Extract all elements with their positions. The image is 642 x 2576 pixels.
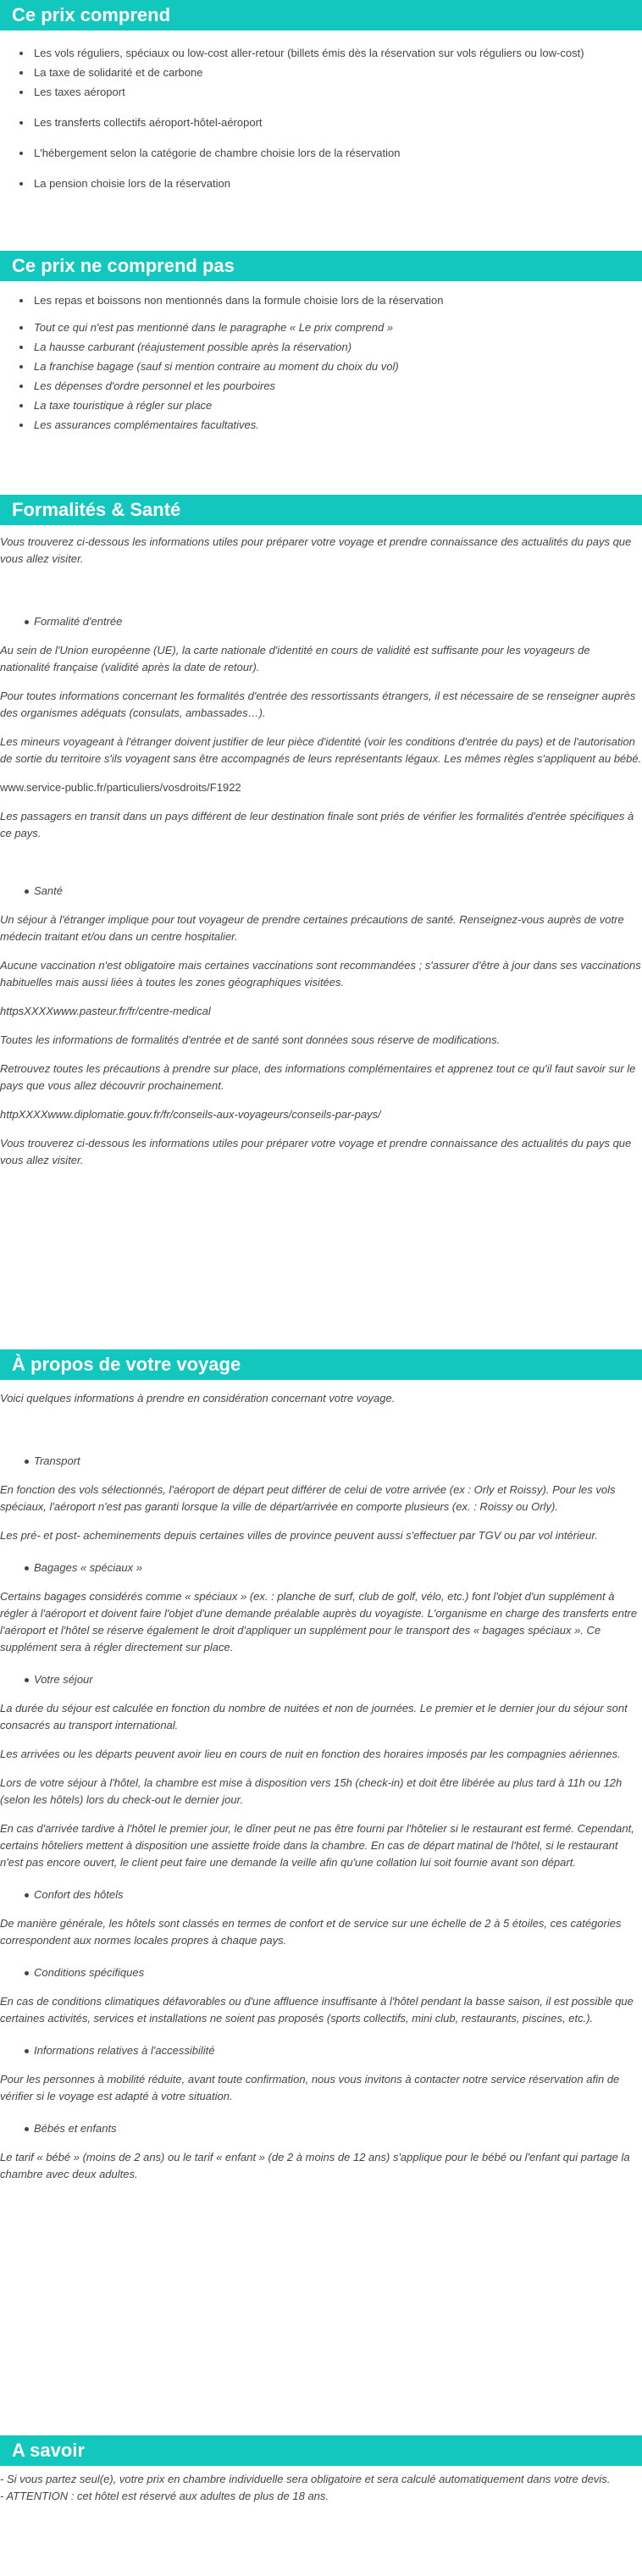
about-section	[0, 1349, 642, 2435]
paragraph: Aucune vaccination n'est obligatoire mais certaines vaccinations sont recommandées ; s'assurer d'être à jour dans ses vaccinations habituelles mais aussi liées à toutes les zones géographiques visitées.	[0, 959, 641, 989]
paragraph: Vous trouverez ci-dessous les informations utiles pour préparer votre voyage et prendre connaissance des actualités du pays que vous allez visiter.	[0, 1137, 632, 1166]
paragraph: Toutes les informations de formalités d'entrée et de santé sont données sous réserve de modifications.	[0, 1033, 501, 1046]
list-item: • Les vols réguliers, spéciaux ou low-cost aller-retour (billets émis dès la réservation sur vols réguliers ou low-cost)	[32, 46, 642, 61]
paragraph: La durée du séjour est calculée en fonction du nombre de nuitées et non de journées. Le premier et le dernier jour du séjour sont consacrés au transport international.	[0, 1702, 628, 1731]
bullet-icon	[25, 1971, 29, 1975]
bullet-icon	[25, 1678, 29, 1682]
formalities-intro: Vous trouverez ci-dessous les informations utiles pour préparer votre voyage et prendre connaissance des actualités du pays que vous allez visiter.	[0, 535, 632, 565]
list-item: • L'hébergement selon la catégorie de chambre choisie lors de la réservation	[32, 146, 642, 161]
know-title: A savoir	[0, 2435, 642, 2466]
conditions-heading: Conditions spécifiques	[0, 1964, 642, 1981]
bullet-icon	[25, 1460, 29, 1464]
bullet-icon	[25, 889, 29, 894]
paragraph: Au sein de l'Union européenne (UE), la carte nationale d'identité en cours de validité est suffisante pour les voyageurs de nationalité française (validité après la date de retour).	[0, 644, 590, 673]
link-service-public[interactable]: www.service-public.fr/particuliers/vosdroits/F1922	[0, 781, 241, 794]
bullet-icon	[25, 2049, 29, 2053]
about-intro: Voici quelques informations à prendre en considération concernant votre voyage.	[0, 1392, 396, 1404]
comfort-heading: Confort des hôtels	[0, 1886, 642, 1903]
paragraph: Les pré- et post- acheminements depuis certaines villes de province peuvent aussi s'effectuer par TGV ou par vol intérieur.	[0, 1529, 598, 1542]
health-heading: Santé	[0, 883, 642, 900]
includes-list	[0, 46, 642, 191]
babies-heading: Bébés et enfants	[0, 2120, 642, 2137]
know-line: - ATTENTION : cet hôtel est réservé aux adultes de plus de 18 ans.	[0, 2490, 329, 2502]
about-title: À propos de votre voyage	[0, 1349, 642, 1380]
paragraph: De manière générale, les hôtels sont classés en termes de confort et de service sur une échelle de 2 à 5 étoiles, ces catégories correspondent aux normes locales propres à chaque pays.	[0, 1917, 622, 1947]
bullet-icon	[25, 1566, 29, 1571]
bullet-icon	[25, 2127, 29, 2131]
excludes-list	[0, 293, 642, 433]
list-item: • La taxe touristique à régler sur place	[32, 398, 642, 413]
paragraph: Les mineurs voyageant à l'étranger doivent justifier de leur pièce d'identité (voir les conditions d'entrée du pays) et de l'autorisation de sortie du territoire s'ils voyagent sans être accompagnés de leurs représentants légaux. Les mêmes règles s'appliquent au bébé.	[0, 735, 642, 765]
bullet-icon	[25, 1893, 29, 1897]
paragraph: Pour les personnes à mobilité réduite, avant toute confirmation, nous vous invitons à contacter notre service réservation afin de vérifier si le voyage est adapté à votre situation.	[0, 2073, 620, 2102]
list-item: • Tout ce qui n'est pas mentionné dans le paragraphe « Le prix comprend »	[32, 320, 642, 335]
accessibility-heading: Informations relatives à l'accessibilité	[0, 2042, 642, 2059]
paragraph: Certains bagages considérés comme « spéciaux » (ex. : planche de surf, club de golf, vélo, etc.) font l'objet d'un supplément à régler à l'aéroport et doivent faire l'objet d'une demande préalable auprès du voyagiste. L'organisme en charge des transferts entre l'aéroport et l'hôtel se réserve également le droit d'appliquer un supplément pour le transport des « bagages spéciaux ». Ce supplément sera à régler directement sur place.	[0, 1590, 638, 1654]
bullet-icon	[25, 620, 29, 624]
bags-heading: Bagages « spéciaux »	[0, 1559, 642, 1576]
paragraph: En cas d'arrivée tardive à l'hôtel le premier jour, le dîner peut ne pas être fourni par l'hôtelier si le restaurant est fermé. Cependant, certains hôteliers mettent à disposition une assiette froide dans la chambre. En cas de départ matinal de l'hôtel, si le restaurant n'est pas encore ouvert, le client peut faire une demande la veille afin qu'une collation lui soit fournie avant son départ.	[0, 1822, 634, 1869]
entry-heading: Formalité d'entrée	[0, 613, 642, 630]
includes-title: Ce prix comprend	[0, 0, 642, 30]
paragraph: Lors de votre séjour à l'hôtel, la chambre est mise à disposition vers 15h (check-in) et doit être libérée au plus tard à 11h ou 12h (selon les hôtels) lors du check-out le dernier jour.	[0, 1776, 623, 1806]
excludes-section	[0, 251, 642, 495]
paragraph: Les passagers en transit dans un pays différent de leur destination finale sont priés de vérifier les formalités d'entrée spécifiques à ce pays.	[0, 810, 634, 839]
list-item: • Les repas et boissons non mentionnés dans la formule choisie lors de la réservation	[32, 293, 642, 308]
list-item: • La hausse carburant (réajustement possible après la réservation)	[32, 340, 642, 355]
includes-section	[0, 0, 642, 251]
formalities-title: Formalités & Santé	[0, 495, 642, 525]
list-item: • Les assurances complémentaires facultatives.	[32, 418, 642, 433]
transport-heading: Transport	[0, 1453, 642, 1470]
know-line: - Si vous partez seul(e), votre prix en chambre individuelle sera obligatoire et sera calculé automatiquement dans votre devis.	[0, 2473, 611, 2485]
paragraph: Un séjour à l'étranger implique pour tout voyageur de prendre certaines précautions de santé. Renseignez-vous auprès de votre médecin traitant et/ou dans un centre hospitalier.	[0, 913, 624, 943]
stay-heading: Votre séjour	[0, 1671, 642, 1688]
paragraph: Le tarif « bébé » (moins de 2 ans) ou le tarif « enfant » (de 2 à moins de 12 ans) s'applique pour le bébé ou l'enfant qui partage la chambre avec deux adultes.	[0, 2151, 630, 2180]
paragraph: Retrouvez toutes les précautions à prendre sur place, des informations complémentaires et apprenez tout ce qu'il faut savoir sur le pays que vous allez découvrir prochainement.	[0, 1062, 636, 1092]
link-pasteur[interactable]: httpsXXXXwww.pasteur.fr/fr/centre-medical	[0, 1005, 211, 1017]
link-diplomatie[interactable]: httpXXXXwww.diplomatie.gouv.fr/fr/conseils-aux-voyageurs/conseils-par-pays/	[0, 1108, 381, 1121]
paragraph: En cas de conditions climatiques défavorables ou d'une affluence insuffisante à l'hôtel pendant la basse saison, il est possible que certaines activités, services et installations ne soient pas proposés (sports collectifs, mini club, restaurants, piscines, etc.).	[0, 1995, 634, 2025]
list-item: • Les dépenses d'ordre personnel et les pourboires	[32, 379, 642, 394]
excludes-title: Ce prix ne comprend pas	[0, 251, 642, 281]
list-item: • Les taxes aéroport	[32, 85, 642, 100]
paragraph: Les arrivées ou les départs peuvent avoir lieu en cours de nuit en fonction des horaires imposés par les compagnies aériennes.	[0, 1748, 621, 1760]
know-section	[0, 2435, 642, 2576]
formalities-section	[0, 495, 642, 1349]
list-item: • La pension choisie lors de la réservation	[32, 176, 642, 191]
list-item: • La franchise bagage (sauf si mention contraire au moment du choix du vol)	[32, 359, 642, 374]
paragraph: En fonction des vols sélectionnés, l'aéroport de départ peut différer de celui de votre arrivée (ex : Orly et Roissy). Pour les vols spéciaux, l'aéroport n'est pas garanti lorsque la ville de départ/arrivée en comporte plusieurs (ex. : Roissy ou Orly).	[0, 1483, 616, 1513]
paragraph: Pour toutes informations concernant les formalités d'entrée des ressortissants étrangers, il est nécessaire de se renseigner auprès des organismes adéquats (consulats, ambassades…).	[0, 690, 636, 719]
list-item: • Les transferts collectifs aéroport-hôtel-aéroport	[32, 115, 642, 130]
list-item: • La taxe de solidarité et de carbone	[32, 65, 642, 80]
